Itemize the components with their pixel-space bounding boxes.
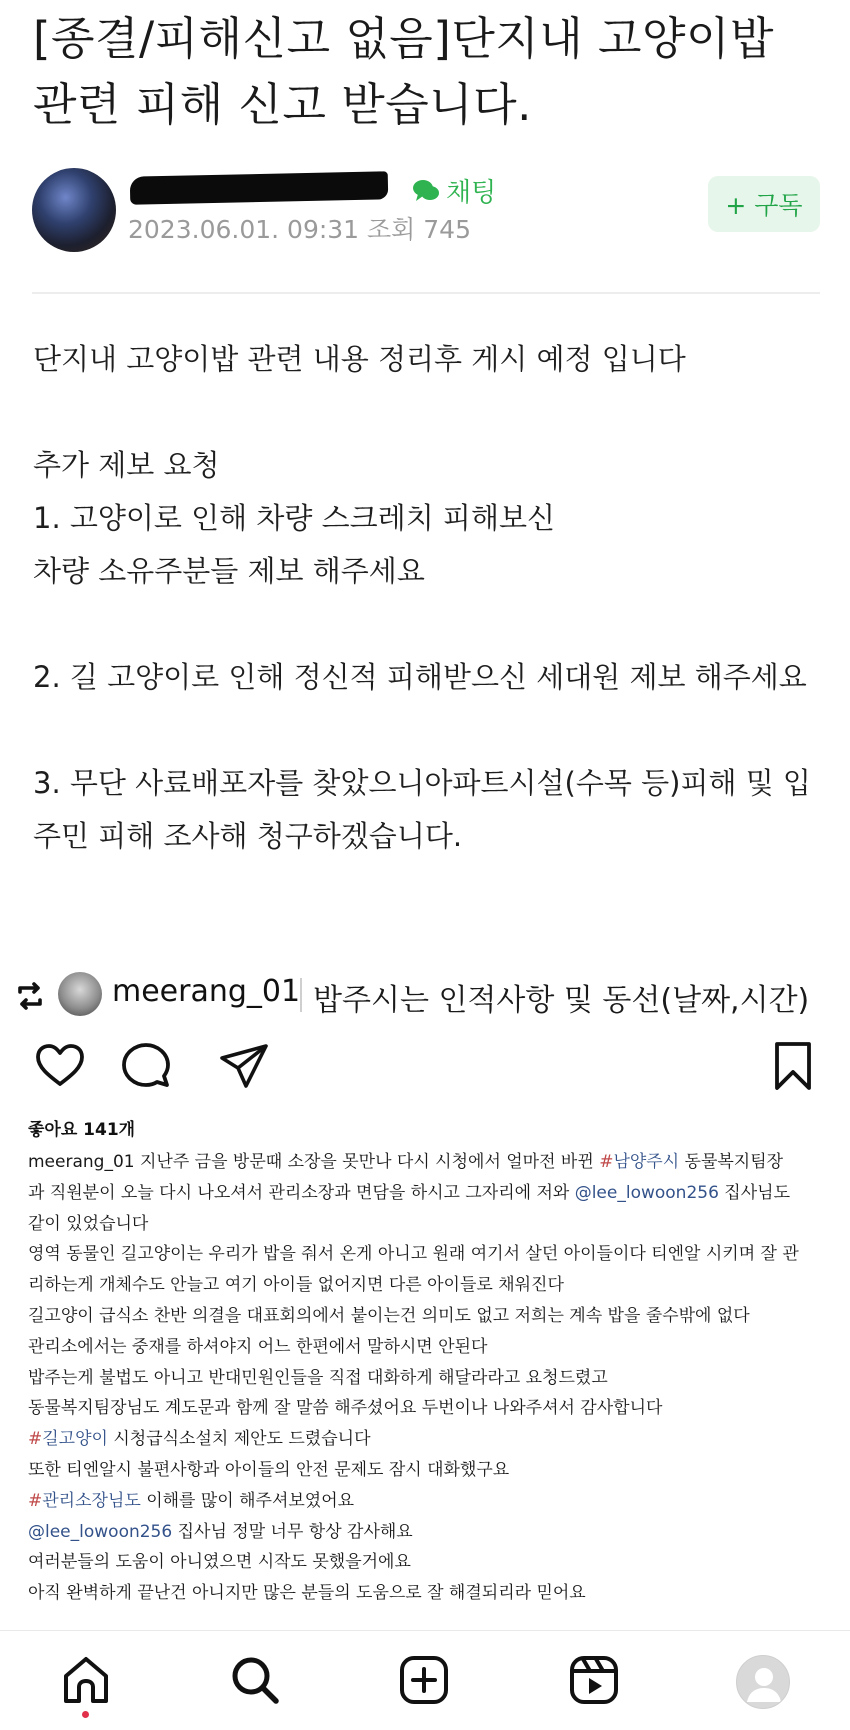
caption-line: 리하는게 개체수도 안늘고 여기 아이들 없어지면 다른 아이들로 채워진다 [28,1275,564,1296]
hashtag-link[interactable]: #길고양이 [28,1429,108,1450]
caption-text: 동물복지팀장 [679,1152,784,1172]
caption-line: 관리소에서는 중재를 하셔야지 어느 한편에서 말하시면 안된다 [28,1336,488,1357]
chat-label: 채팅 [446,178,497,208]
caption-text: 이해를 많이 해주셔보였어요 [140,1490,355,1511]
caption-line: 여러분들의 도움이 아니였으면 시작도 못했을거에요 [28,1552,411,1573]
caption-line [28,1517,830,1548]
notification-dot [82,1711,89,1718]
post-meta: 2023.06.01. 09:31 조회 745 [128,215,471,244]
body-line: 3. 무단 사료배포자를 찾았으니아파트시설(수목 등)피해 및 입주민 피해 조사해 청구하겠습니다. [33,766,811,853]
reels-icon[interactable] [566,1652,622,1708]
caption-text: 집사님도 [718,1182,790,1203]
caption-text: 과 직원분이 오늘 다시 나오셔서 관리소장과 면담을 하시고 그자리에 저와 [28,1182,575,1203]
body-line: 차량 소유주분들 제보 해주세요 [33,554,425,588]
caption-text: 시청급식소설치 제안도 드렸습니다 [107,1429,371,1450]
caption-line [28,1486,830,1517]
caption-line: 동물복지팀장님도 계도문과 함께 잘 말씀 해주셨어요 두번이나 나와주셔서 감사합니다 [28,1398,663,1419]
comment-icon[interactable] [118,1038,174,1094]
hashtag-text: 길고양이 [42,1429,108,1450]
mention-link[interactable]: @lee_lowoon256 [574,1182,719,1203]
hashtag-text: 관리소장님도 [42,1490,141,1511]
profile-icon[interactable] [736,1655,790,1709]
author-avatar[interactable] [32,168,116,252]
hashtag-link[interactable]: #남양주시 [599,1152,680,1172]
bookmark-icon[interactable] [765,1038,821,1094]
ig-avatar[interactable] [58,972,102,1016]
caption-text: 집사님 정말 너무 항상 감사해요 [172,1521,413,1542]
post-body [33,333,823,863]
heart-icon[interactable] [32,1038,88,1094]
ig-overlay-caption: 밥주시는 인적사항 및 동선(날짜,시간) [313,983,810,1018]
subscribe-button[interactable]: + 구독 [708,176,820,232]
chat-button[interactable] [412,172,496,209]
caption-line [28,1178,830,1209]
create-icon[interactable] [396,1652,452,1708]
caption-line: 길고양이 급식소 찬반 의결을 대표회의에서 붙이는건 의미도 없고 저희는 계속 밥을 줄수밖에 없다 [28,1305,750,1326]
ig-caption [28,1147,830,1609]
body-line: 단지내 고양이밥 관련 내용 정리후 게시 예정 입니다 [33,342,686,376]
likes-count[interactable]: 좋아요 141개 [28,1120,136,1140]
body-line: 2. 길 고양이로 인해 정신적 피해받으신 세대원 제보 해주세요 [33,660,807,694]
repost-icon[interactable] [12,978,48,1014]
caption-line [28,1147,830,1178]
caption-line: 아직 완벽하게 끝난건 아니지만 많은 분들의 도움으로 잘 해결되리라 믿어요 [28,1583,586,1604]
hashtag-text: 남양주시 [613,1152,680,1172]
hashtag-link[interactable]: #관리소장님도 [28,1490,141,1511]
chat-icon [412,178,440,204]
nav-divider [0,1630,850,1631]
divider [300,978,302,1012]
caption-line: 밥주는게 불법도 아니고 반대민원인들을 직접 대화하게 해달라라고 요청드렸고 [28,1367,608,1388]
ig-username[interactable]: meerang_01 [112,974,301,1009]
body-line: 1. 고양이로 인해 차량 스크레치 피해보신 [33,501,555,535]
caption-line: 또한 티엔알시 불편사항과 아이들의 안전 문제도 잠시 대화했구요 [28,1459,510,1480]
share-icon[interactable] [216,1038,272,1094]
caption-username[interactable]: meerang_01 [28,1152,135,1172]
post-title: [종결/피해신고 없음]단지내 고양이밥 관련 피해 신고 받습니다. [33,12,774,131]
home-icon[interactable] [58,1652,114,1708]
caption-line: 같이 있었습니다 [28,1213,149,1234]
author-name-redacted[interactable] [130,170,388,208]
search-icon[interactable] [227,1652,283,1708]
body-line: 추가 제보 요청 [33,448,220,482]
caption-text: 지난주 금을 방문때 소장을 못만나 다시 시청에서 얼마전 바뀐 [134,1152,600,1172]
mention-link[interactable]: @lee_lowoon256 [28,1521,173,1542]
divider [32,292,820,294]
caption-line: 영역 동물인 길고양이는 우리가 밥을 줘서 온게 아니고 원래 여기서 살던 아이들이다 티엔알 시키며 잘 관 [28,1244,799,1265]
redaction-scribble [130,171,389,204]
caption-line [28,1424,830,1455]
